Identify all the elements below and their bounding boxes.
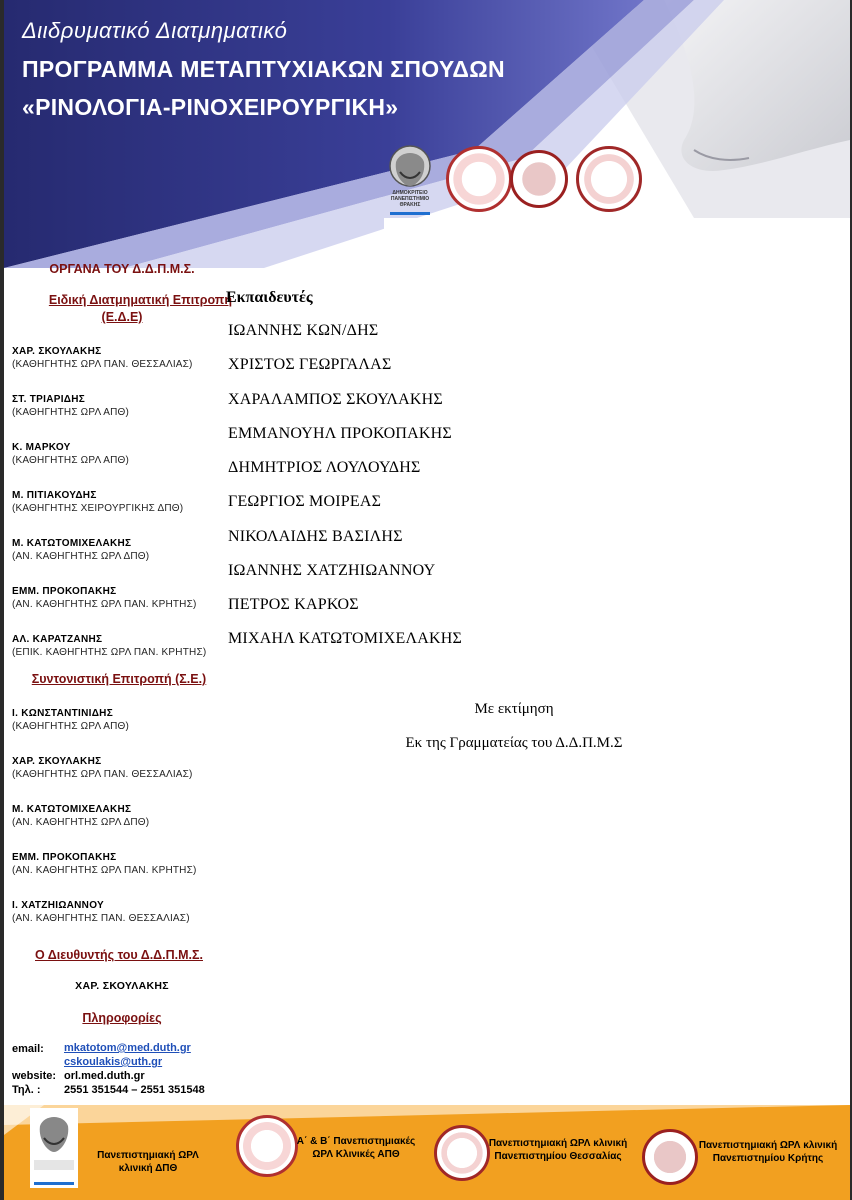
ede-member <box>12 394 222 418</box>
phone-value: 2551 351544 – 2551 351548 <box>64 1084 205 1096</box>
member-role: (ΚΑΘΗΓΗΤΗΣ ΩΡΛ ΑΠΘ) <box>12 721 130 732</box>
member-role: (ΑΝ. ΚΑΘΗΓΗΤΗΣ ΩΡΛ ΔΠΘ) <box>12 551 150 562</box>
member-role: (ΚΑΘΗΓΗΤΗΣ ΩΡΛ ΠΑΝ. ΘΕΣΣΑΛΙΑΣ) <box>12 359 193 370</box>
member-role: (ΑΝ. ΚΑΘΗΓΗΤΗΣ ΩΡΛ ΠΑΝ. ΚΡΗΤΗΣ) <box>12 599 197 610</box>
ede-member <box>12 634 222 658</box>
trainer-item: ΧΑΡΑΛΑΜΠΟΣ ΣΚΟΥΛΑΚΗΣ <box>228 391 443 408</box>
member-role: (ΚΑΘΗΓΗΤΗΣ ΩΡΛ ΑΠΘ) <box>12 407 130 418</box>
se-member <box>12 708 222 732</box>
email-link-2[interactable]: cskoulakis@uth.gr <box>64 1056 163 1068</box>
ede-member <box>12 490 222 514</box>
header-banner <box>4 0 850 268</box>
member-name: ΑΛ. ΚΑΡΑΤΖΑΝΗΣ <box>12 634 103 645</box>
auth-footer-seal-icon <box>236 1115 298 1177</box>
trainer-item: ΠΕΤΡΟΣ ΚΑΡΚΟΣ <box>228 596 359 613</box>
member-name: ΕΜΜ. ΠΡΟΚΟΠΑΚΗΣ <box>12 586 117 597</box>
trainer-item: ΝΙΚΟΛΑΙΔΗΣ ΒΑΣΙΛΗΣ <box>228 528 403 545</box>
ede-member <box>12 346 222 370</box>
info-heading: Πληροφορίες <box>82 1011 162 1025</box>
crete-seal-icon <box>510 150 568 208</box>
member-role: (ΑΝ. ΚΑΘΗΓΗΤΗΣ ΠΑΝ. ΘΕΣΣΑΛΙΑΣ) <box>12 913 190 924</box>
footer-banner <box>4 1105 850 1200</box>
closing-line-1: Με εκτίμηση <box>474 701 554 717</box>
crete-footer-seal-icon <box>642 1129 698 1185</box>
duth-logo-text: ΔΗΜΟΚΡΙΤΕΙΟ ΠΑΝΕΠΙΣΤΗΜΙΟ ΘΡΑΚΗΣ <box>390 190 430 208</box>
duth-footer-logo <box>30 1108 78 1188</box>
footer-label-auth: Α΄ & Β΄ Πανεπιστημιακές ΩΡΛ Κλινικές ΑΠΘ <box>296 1136 416 1160</box>
phone-label: Τηλ. : <box>12 1084 41 1096</box>
member-name: ΧΑΡ. ΣΚΟΥΛΑΚΗΣ <box>12 756 102 767</box>
organs-heading: ΟΡΓΑΝΑ ΤΟΥ Δ.Δ.Π.Μ.Σ. <box>49 262 195 276</box>
member-name: Ι. ΚΩΝΣΤΑΝΤΙΝΙΔΗΣ <box>12 708 114 719</box>
trainer-item: ΓΕΩΡΓΙΟΣ ΜΟΙΡΕΑΣ <box>228 493 382 510</box>
se-heading: Συντονιστική Επιτροπή (Σ.Ε.) <box>31 672 207 686</box>
header-program-name: «ΡΙΝΟΛΟΓΙΑ-ΡΙΝΟΧΕΙΡΟΥΡΓΙΚΗ» <box>22 94 399 120</box>
duth-logo <box>384 142 436 216</box>
thessaly-footer-seal-icon <box>434 1125 490 1181</box>
se-member <box>12 900 222 924</box>
ede-member <box>12 538 222 562</box>
footer-label-crete: Πανεπιστημιακή ΩΡΛ κλινική Πανεπιστημίου Κρήτης <box>698 1140 838 1164</box>
se-member <box>12 852 222 876</box>
member-name: ΧΑΡ. ΣΚΟΥΛΑΚΗΣ <box>12 346 102 357</box>
website-label: website: <box>12 1070 57 1082</box>
member-role: (ΕΠΙΚ. ΚΑΘΗΓΗΤΗΣ ΩΡΛ ΠΑΝ. ΚΡΗΤΗΣ) <box>12 647 207 658</box>
ede-heading: Ειδική Διατμηματική Επιτροπή <box>48 293 232 307</box>
website-value[interactable]: orl.med.duth.gr <box>64 1070 145 1082</box>
trainers-heading: Εκπαιδευτές <box>226 289 313 306</box>
director-heading: Ο Διευθυντής του Δ.Δ.Π.Μ.Σ. <box>35 948 203 962</box>
closing-line-2: Εκ της Γραμματείας του Δ.Δ.Π.Μ.Σ <box>405 735 623 751</box>
trainer-item: ΔΗΜΗΤΡΙΟΣ ΛΟΥΛΟΥΔΗΣ <box>228 459 421 476</box>
trainer-item: ΜΙΧΑΗΛ ΚΑΤΩΤΟΜΙΧΕΛΑΚΗΣ <box>228 630 463 647</box>
member-role: (ΑΝ. ΚΑΘΗΓΗΤΗΣ ΩΡΛ ΠΑΝ. ΚΡΗΤΗΣ) <box>12 865 197 876</box>
member-role: (ΚΑΘΗΓΗΤΗΣ ΧΕΙΡΟΥΡΓΙΚΗΣ ΔΠΘ) <box>12 503 184 514</box>
se-member <box>12 756 222 780</box>
trainer-item: ΧΡΙΣΤΟΣ ΓΕΩΡΓΑΛΑΣ <box>228 356 392 373</box>
member-name: ΣΤ. ΤΡΙΑΡΙΔΗΣ <box>12 394 86 405</box>
email-label: email: <box>12 1043 44 1055</box>
member-name: Μ. ΚΑΤΩΤΟΜΙΧΕΛΑΚΗΣ <box>12 538 132 549</box>
trainer-item: ΕΜΜΑΝΟΥΗΛ ΠΡΟΚΟΠΑΚΗΣ <box>228 425 452 442</box>
ede-member <box>12 586 222 610</box>
member-role: (ΑΝ. ΚΑΘΗΓΗΤΗΣ ΩΡΛ ΔΠΘ) <box>12 817 150 828</box>
auth-seal-icon <box>446 146 512 212</box>
header-subtitle: Διιδρυματικό Διατμηματικό <box>22 18 288 43</box>
ede-heading-abbr: (Ε.Δ.Ε) <box>101 310 143 324</box>
member-name: Ι. ΧΑΤΖΗΙΩΑΝΝΟΥ <box>12 900 104 911</box>
director-name: ΧΑΡ. ΣΚΟΥΛΑΚΗΣ <box>75 980 169 992</box>
thessaly-seal-icon <box>576 146 642 212</box>
footer-label-thessaly: Πανεπιστημιακή ΩΡΛ κλινική Πανεπιστημίου Θεσσαλίας <box>488 1138 628 1162</box>
member-name: Κ. ΜΑΡΚΟΥ <box>12 442 71 453</box>
member-name: Μ. ΠΙΤΙΑΚΟΥΔΗΣ <box>12 490 97 501</box>
member-name: ΕΜΜ. ΠΡΟΚΟΠΑΚΗΣ <box>12 852 117 863</box>
ede-member <box>12 442 222 466</box>
trainer-item: ΙΩΑΝΝΗΣ ΧΑΤΖΗΙΩΑΝΝΟΥ <box>228 562 436 579</box>
member-role: (ΚΑΘΗΓΗΤΗΣ ΩΡΛ ΠΑΝ. ΘΕΣΣΑΛΙΑΣ) <box>12 769 193 780</box>
header-title: ΠΡΟΓΡΑΜΜΑ ΜΕΤΑΠΤΥΧΙΑΚΩΝ ΣΠΟΥΔΩΝ <box>22 56 505 82</box>
email-link-1[interactable]: mkatotom@med.duth.gr <box>64 1042 191 1054</box>
footer-label-duth: Πανεπιστημιακή ΩΡΛ κλινική ΔΠΘ <box>97 1150 199 1174</box>
trainer-item: ΙΩΑΝΝΗΣ ΚΩΝ/ΔΗΣ <box>228 322 379 339</box>
document-page <box>4 0 850 1200</box>
se-member <box>12 804 222 828</box>
member-role: (ΚΑΘΗΓΗΤΗΣ ΩΡΛ ΑΠΘ) <box>12 455 130 466</box>
member-name: Μ. ΚΑΤΩΤΟΜΙΧΕΛΑΚΗΣ <box>12 804 132 815</box>
